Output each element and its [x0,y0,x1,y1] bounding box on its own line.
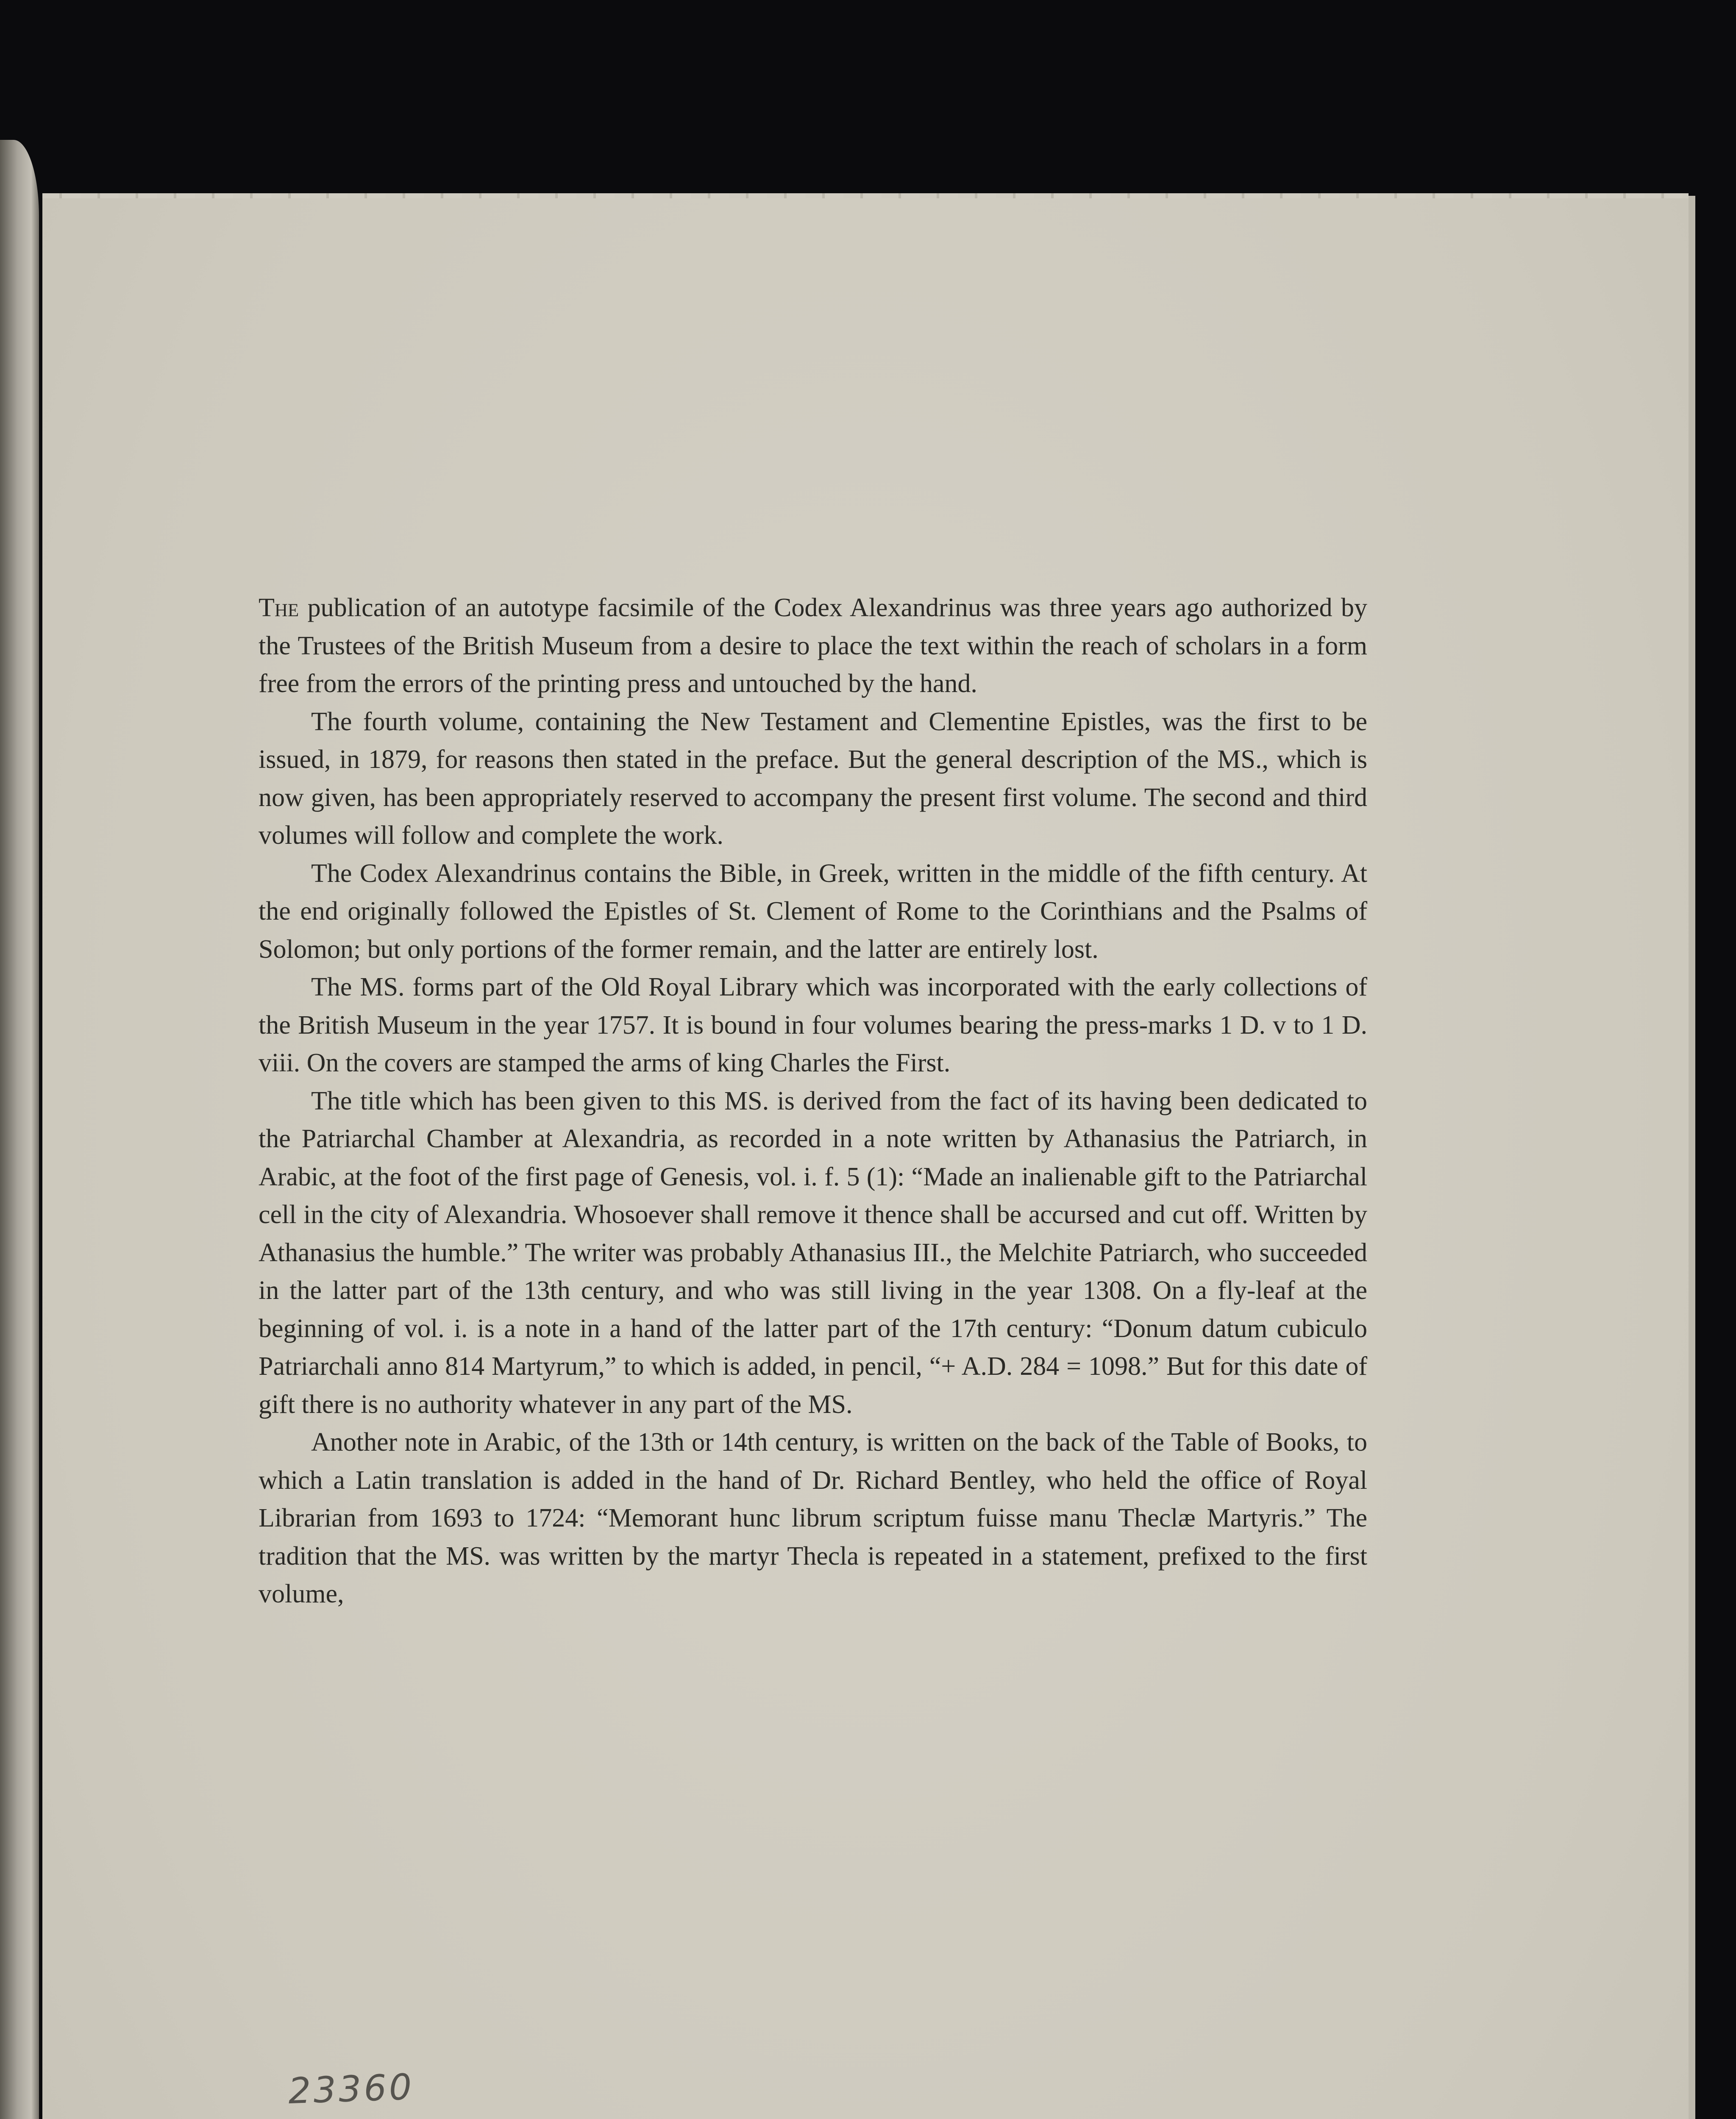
paragraph-1 [259,589,1367,703]
paragraph-2: The fourth volume, containing the New Testament and Clementine Epistles, was the first to be issued, in 1879, for reasons then stated in the preface. But the general description of the MS., which is now given, has been appropriately reserved to accompany the present first volume. The second and third volumes will follow and complete the work. [259,707,1367,850]
paragraph-5: The title which has been given to this MS. is derived from the fact of its having been dedicated to the Patriarchal Chamber at Alexandria, as recorded in a note written by Athanasius the Patriarch, in Arabic, at the foot of the first page of Genesis, vol. i. f. 5 (1): “Made an inalienable gift to the Patriarchal cell in the city of Alexandria. Whosoever shall remove it thence shall be accursed and cut off. Written by Athanasius the humble.” The writer was probably Athanasius III., the Melchite Patriarch, who succeeded in the latter part of the 13th century, and who was still living in the year 1308. On a fly-leaf at the beginning of vol. i. is a note in a hand of the latter part of the 17th century: “Donum datum cubiculo Patriarchali anno 814 Martyrum,” to which is added, in pencil, “+ A.D. 284 = 1098.” But for this date of gift there is no authority whatever in any part of the MS. [259,1086,1367,1419]
paragraph-4: The MS. forms part of the Old Royal Library which was incorporated with the early collections of the British Museum in the year 1757. It is bound in four volumes bearing the press-marks 1 D. v to 1 D. viii. On the covers are stamped the arms of king Charles the First. [259,973,1367,1077]
handwritten-number: 23360 [287,2066,415,2112]
paragraph-6: Another note in Arabic, of the 13th or 14th century, is written on the back of the Table of Books, to which a Latin translation is added in the hand of Dr. Richard Bentley, who held the office of Royal Librarian from 1693 to 1724: “Memorant hunc librum scriptum fuisse manu Theclæ Martyris.” The tradition that the MS. was written by the martyr Thecla is repeated in a statement, prefixed to the first volume, [259,1428,1367,1608]
facing-page-edge [0,140,39,2119]
body-text [259,589,1367,1613]
paragraph-1-text: publication of an autotype facsimile of the Codex Alexandrinus was three years ago authorized by the Trustees of the British Museum from a desire to place the text within the reach of scholars in a form free from the errors of the printing press and untouched by the hand. [259,593,1367,698]
paragraph-3: The Codex Alexandrinus contains the Bible, in Greek, written in the middle of the fifth century. At the end originally followed the Epistles of St. Clement of Rome to the Corinthians and the Psalms of Solomon; but only portions of the former remain, and the latter are entirely lost. [259,859,1367,964]
page-deckle-edge [42,193,1689,198]
lead-word: The [259,593,299,622]
